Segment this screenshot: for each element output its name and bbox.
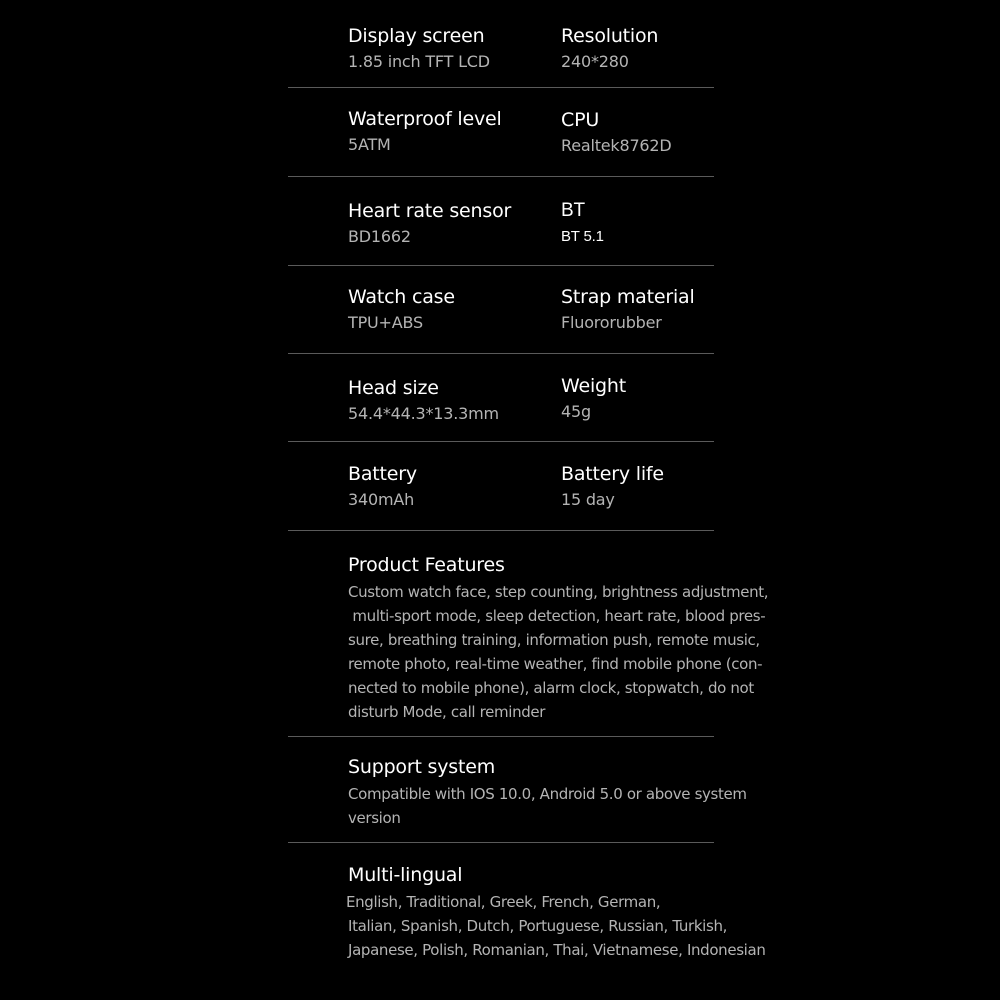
divider <box>288 87 714 88</box>
feature-line: sure, breathing training, information push, remote music, <box>348 631 760 649</box>
spec-weight <box>561 374 626 423</box>
spec-waterproof-level <box>348 107 502 156</box>
spec-cpu <box>561 108 672 157</box>
divider <box>288 176 714 177</box>
feature-line: Custom watch face, step counting, brightness adjustment, <box>348 583 769 601</box>
spec-battery <box>348 462 417 511</box>
spec-value: Fluororubber <box>561 313 662 332</box>
spec-value: BT 5.1 <box>561 228 604 245</box>
spec-display-screen <box>348 24 490 73</box>
spec-value: 15 day <box>561 490 615 509</box>
spec-value: 45g <box>561 402 591 421</box>
spec-bt <box>561 199 604 248</box>
spec-value: 240*280 <box>561 52 629 71</box>
spec-label: Weight <box>561 375 626 397</box>
section-title: Product Features <box>348 554 505 576</box>
feature-line: multi-sport mode, sleep detection, heart rate, blood pres- <box>348 607 766 625</box>
spec-head-size <box>348 376 499 425</box>
divider <box>288 530 714 531</box>
language-line: Japanese, Polish, Romanian, Thai, Vietnamese, Indonesian <box>348 941 766 959</box>
divider <box>288 265 714 266</box>
spec-value: TPU+ABS <box>348 313 423 332</box>
spec-strap-material <box>561 285 695 334</box>
spec-value: 340mAh <box>348 490 415 509</box>
spec-label: Heart rate sensor <box>348 200 512 222</box>
spec-label: Battery <box>348 463 417 485</box>
spec-value: 54.4*44.3*13.3mm <box>348 404 499 423</box>
spec-value: 1.85 inch TFT LCD <box>348 52 490 71</box>
spec-label: Resolution <box>561 25 659 47</box>
spec-battery-life <box>561 462 664 511</box>
feature-line: nected to mobile phone), alarm clock, stopwatch, do not <box>348 679 754 697</box>
spec-value: BD1662 <box>348 227 411 246</box>
spec-label: Head size <box>348 377 439 399</box>
spec-watch-case <box>348 285 455 334</box>
language-line: English, Traditional, Greek, French, German, <box>346 893 661 911</box>
spec-label: BT <box>561 200 585 221</box>
section-title: Support system <box>348 756 496 778</box>
spec-resolution <box>561 24 658 73</box>
multi-lingual <box>346 863 766 962</box>
spec-heart-rate-sensor <box>348 199 511 248</box>
feature-line: remote photo, real-time weather, find mobile phone (con- <box>348 655 763 673</box>
support-system <box>348 755 748 830</box>
divider <box>288 441 714 442</box>
spec-label: Strap material <box>561 286 695 308</box>
spec-value: 5ATM <box>348 135 391 154</box>
feature-line: disturb Mode, call reminder <box>348 703 546 721</box>
language-line: Italian, Spanish, Dutch, Portuguese, Russian, Turkish, <box>348 917 728 935</box>
divider <box>288 736 714 737</box>
spec-label: Display screen <box>348 25 485 47</box>
spec-label: Waterproof level <box>348 108 502 130</box>
divider <box>288 353 714 354</box>
support-line: Compatible with IOS 10.0, Android 5.0 or above system <box>348 785 747 803</box>
spec-value: Realtek8762D <box>561 136 672 155</box>
section-title: Multi-lingual <box>348 864 463 886</box>
support-line: version <box>348 809 401 827</box>
spec-label: Battery life <box>561 463 664 485</box>
product-features <box>348 553 769 724</box>
divider <box>288 842 714 843</box>
spec-label: Watch case <box>348 286 455 308</box>
spec-label: CPU <box>561 109 600 131</box>
